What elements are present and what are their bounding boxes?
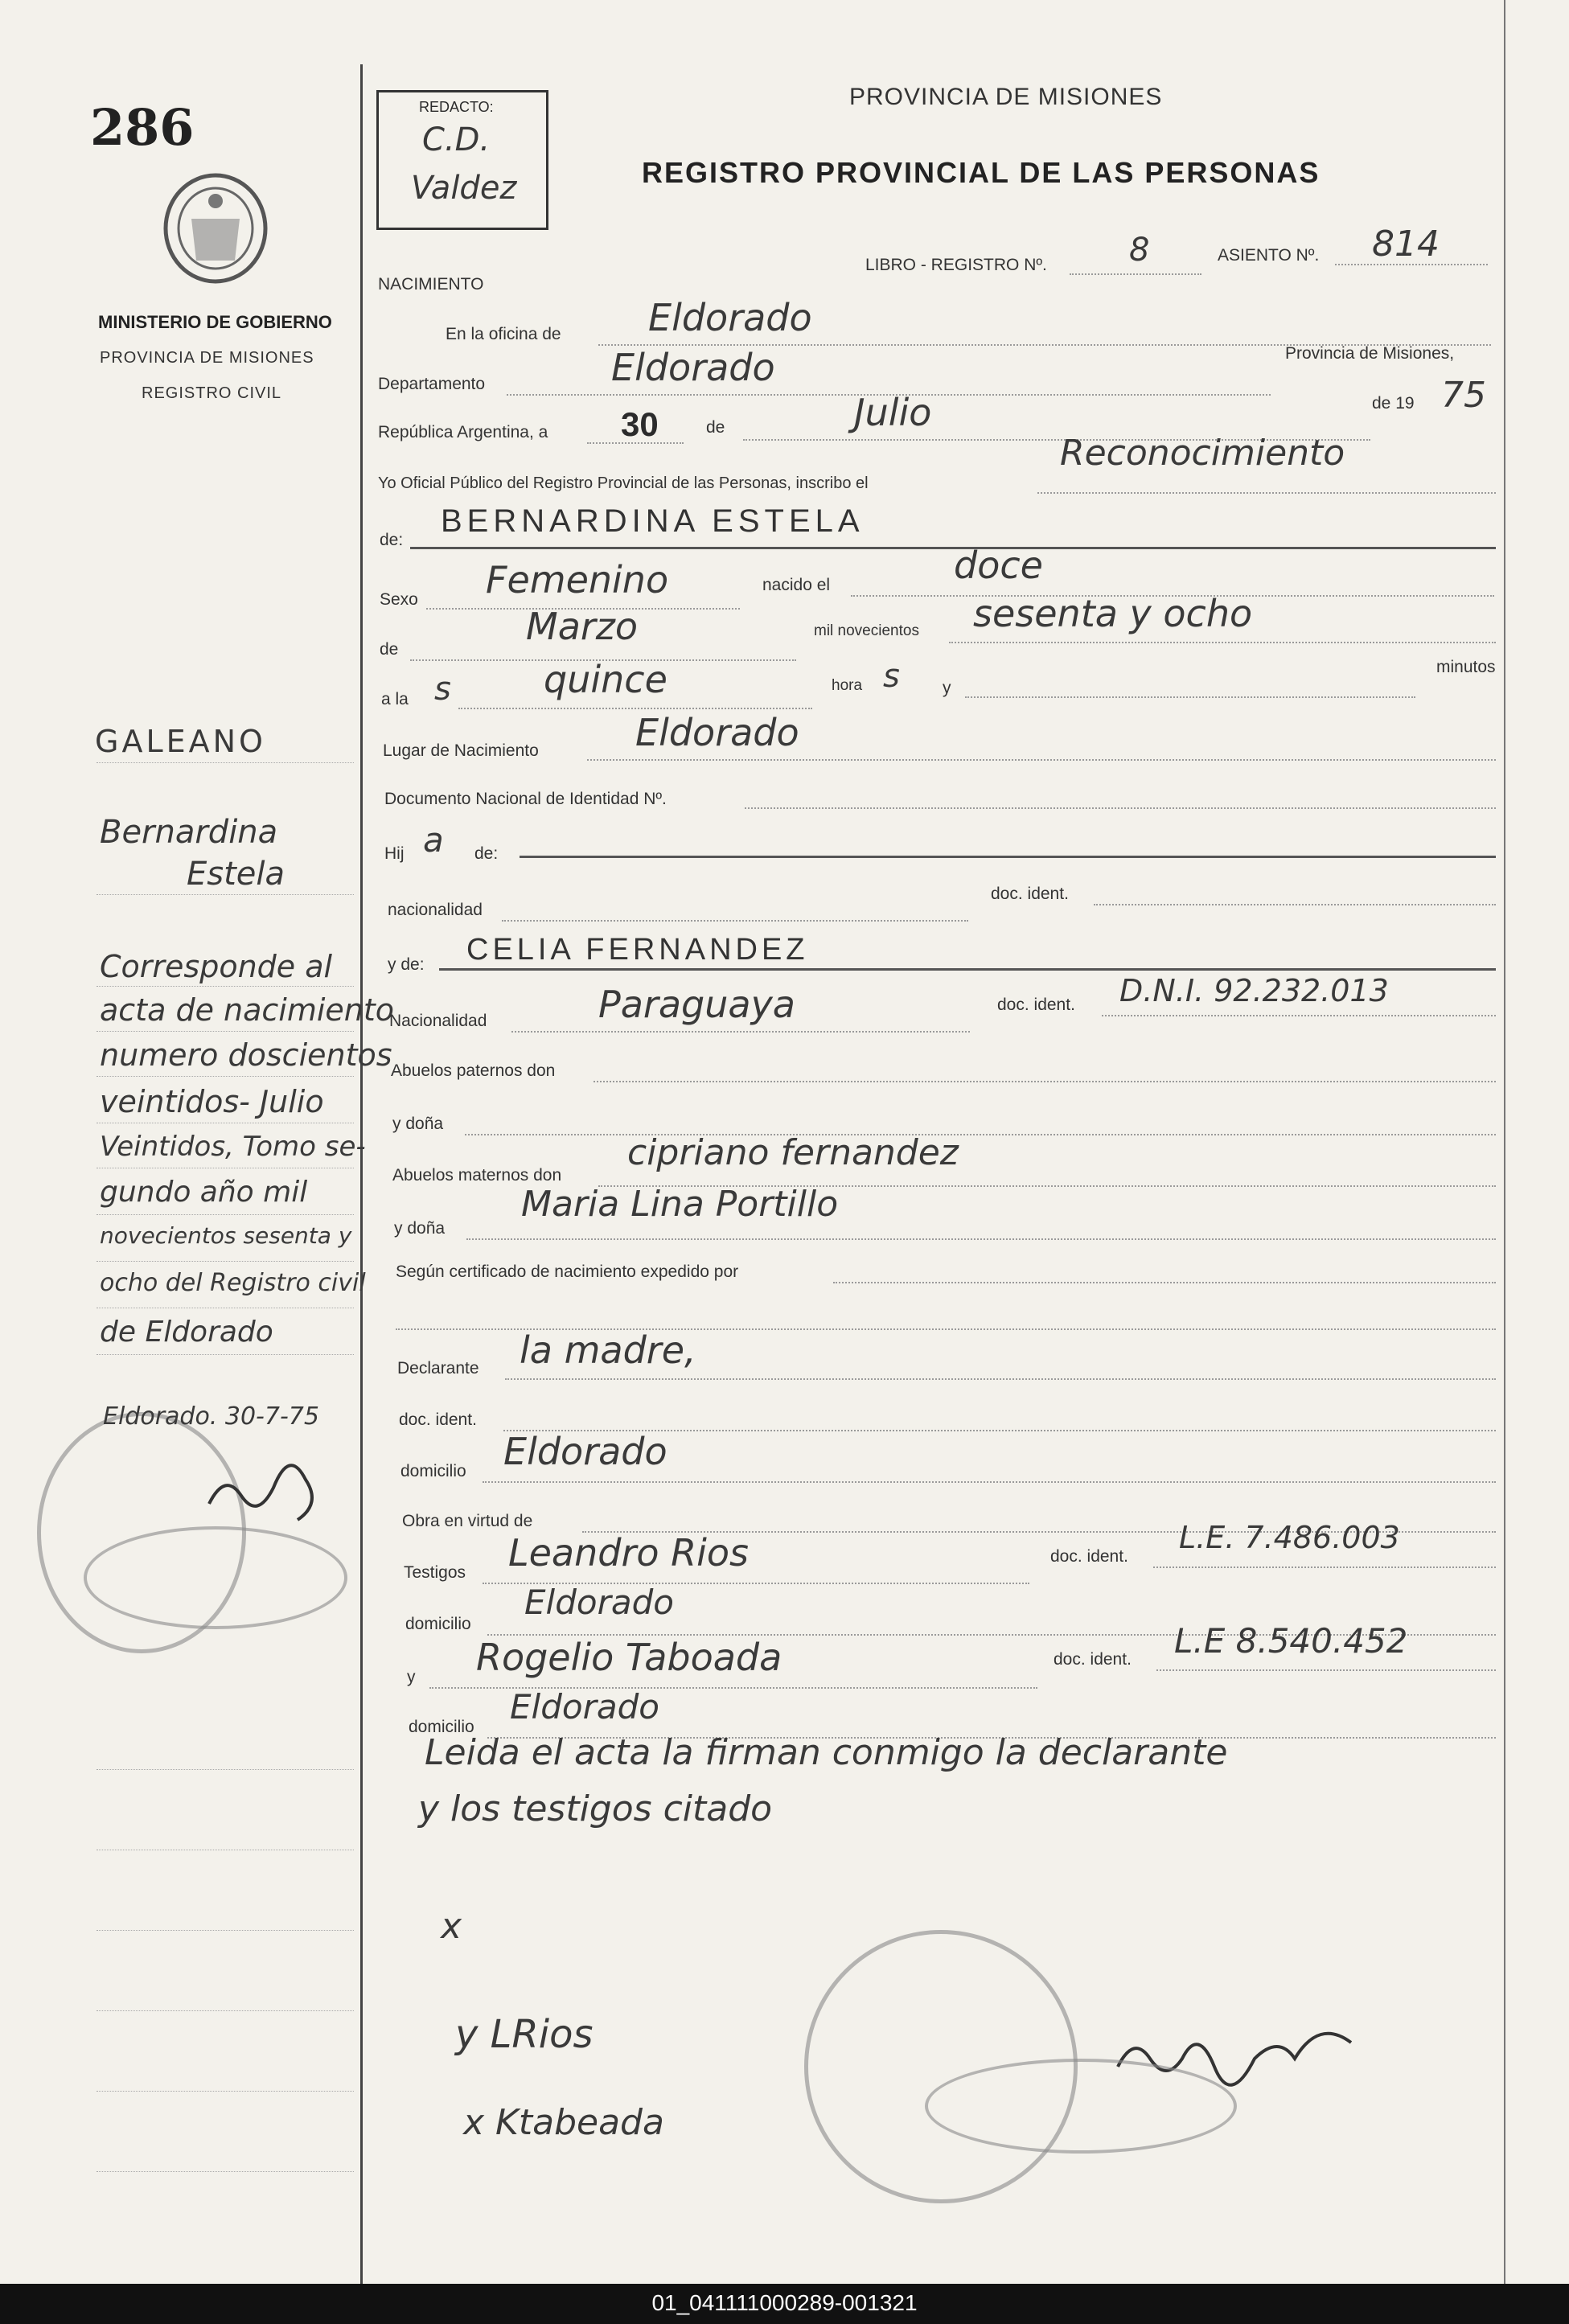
hij-de-label: de: (474, 844, 499, 863)
minutos-label: minutos (1436, 658, 1496, 676)
margin-rule-0 (97, 762, 354, 763)
margin-rule-11 (97, 1769, 354, 1770)
page-number: 286 (90, 98, 195, 157)
registry-stamp-left-inner (84, 1526, 347, 1629)
margin-note-line: acta de nacimiento (100, 992, 395, 1028)
declarante-rule (505, 1378, 1496, 1380)
margin-nombre-2: Estela (187, 856, 285, 893)
mes-value: Julio (854, 391, 932, 434)
doc-ident-label-2: doc. ident. (997, 996, 1075, 1014)
firma-taboada: x Ktabeada (463, 2102, 664, 2143)
domicilio2-label: domicilio (405, 1615, 471, 1633)
doc1-rule (1094, 904, 1496, 905)
madre-nacionalidad: Paraguaya (598, 983, 795, 1026)
nacionalidad2-label: Nacionalidad (389, 1012, 487, 1030)
certificado-rule (833, 1282, 1496, 1283)
firma-rios: y LRios (455, 2012, 594, 2057)
declarante-value: la madre, (520, 1328, 696, 1372)
y-label-testigo2: y (407, 1668, 416, 1686)
anio-value: 75 (1441, 375, 1486, 416)
nombre-rule (410, 547, 1496, 549)
abuelos-paternos-rule (594, 1081, 1496, 1082)
libro-value: 8 (1129, 232, 1150, 269)
firma-x: x (441, 1906, 462, 1947)
doc5-rule (1156, 1669, 1496, 1671)
fecha-label: República Argentina, a (378, 423, 548, 441)
provincia-label: Provincia de Misiones, (1285, 344, 1455, 363)
doc4-rule (1153, 1566, 1496, 1568)
nacionalidad-label: nacionalidad (388, 901, 483, 919)
header-province: PROVINCIA DE MISIONES (849, 84, 1163, 110)
mes-nac-value: Marzo (526, 605, 639, 648)
anio-nac-rule (949, 642, 1496, 643)
anio-nac-value: sesenta y ocho (973, 592, 1253, 635)
margin-note-line: numero doscientos (100, 1037, 392, 1073)
libro-rule (1070, 273, 1201, 275)
margin-rule-8 (97, 1261, 354, 1262)
madre-doc: D.N.I. 92.232.013 (1119, 973, 1389, 1008)
margin-note-line: novecientos sesenta y (100, 1222, 352, 1249)
domicilio-label: domicilio (400, 1462, 466, 1480)
doc-ident-label-5: doc. ident. (1054, 1650, 1132, 1669)
redacto-label: REDACTO: (419, 99, 494, 115)
y-label: y (943, 679, 951, 697)
registry-stamp-right-inner (925, 2059, 1237, 2154)
lugar-value: Eldorado (635, 711, 799, 754)
domicilio-rule (483, 1481, 1496, 1483)
de-label-2: de (380, 640, 399, 659)
departamento-value: Eldorado (611, 346, 775, 389)
abuelos-maternos-label: Abuelos maternos don (392, 1166, 562, 1185)
footer-code: 01_041111000289-001321 (651, 2290, 918, 2315)
anio-label: de 19 (1372, 394, 1415, 413)
domicilio3-label: domicilio (409, 1718, 474, 1736)
abuela-materna: Maria Lina Portillo (521, 1184, 839, 1225)
dona2-rule (466, 1238, 1496, 1240)
de-label-nombre: de: (380, 531, 404, 549)
inscripcion-rule (1037, 492, 1496, 494)
margin-rule-4 (97, 1076, 354, 1077)
testigo1-value: Leandro Rios (508, 1531, 749, 1575)
margin-signature-icon (201, 1439, 330, 1536)
coat-of-arms-icon (158, 170, 273, 291)
hora-valor: quince (544, 658, 667, 701)
margin-rule-2 (97, 986, 354, 987)
alas-label: a la (381, 690, 409, 708)
mil-label: mil novecientos (814, 622, 919, 639)
acta-type: NACIMIENTO (378, 275, 484, 294)
margin-note-line: gundo año mil (100, 1176, 308, 1209)
lugar-rule (587, 759, 1496, 761)
obra-label: Obra en virtud de (402, 1512, 533, 1530)
testigo2-domicilio: Eldorado (510, 1687, 659, 1727)
minutos-rule (965, 696, 1415, 698)
sexo-value: Femenino (486, 558, 669, 602)
certificado-label: Según certificado de nacimiento expedido por (396, 1263, 739, 1281)
oficina-label: En la oficina de (446, 325, 561, 343)
margin-rule-7 (97, 1214, 354, 1215)
margin-note-line: veintidos- Julio (100, 1084, 324, 1119)
margin-rule-1 (97, 894, 354, 895)
hora-suffix: s (883, 658, 900, 695)
nombre-value: BERNARDINA ESTELA (441, 503, 865, 539)
padre-rule (520, 856, 1496, 858)
testigo1-doc: L.E. 7.486.003 (1179, 1520, 1400, 1555)
margin-rule-3 (97, 1031, 354, 1032)
libro-label: LIBRO - REGISTRO Nº. (865, 256, 1047, 274)
y-dona-label-1: y doña (392, 1115, 444, 1133)
margin-note-line: Veintidos, Tomo se- (100, 1131, 366, 1163)
oficial-label: Yo Oficial Público del Registro Provincial de las Personas, inscribo el (378, 474, 869, 492)
redacto-name-line1: C.D. (422, 121, 491, 158)
oficina-value: Eldorado (648, 296, 812, 339)
margin-rule-14 (97, 2010, 354, 2011)
hora-valor-rule (458, 708, 812, 709)
hij-label: Hij (384, 844, 405, 863)
y-dona-label-2: y doña (394, 1219, 446, 1238)
doc-ident-label-4: doc. ident. (1050, 1547, 1128, 1566)
margin-rule-16 (97, 2171, 354, 2172)
redacto-box (376, 90, 548, 230)
hora-label: hora (832, 677, 863, 694)
right-border (1504, 0, 1505, 2284)
redacto-name-line2: Valdez (411, 170, 517, 207)
de-label-1: de (706, 418, 725, 437)
cierre-line-2: y los testigos citado (418, 1788, 773, 1829)
doc2-rule (1102, 1015, 1496, 1016)
ministry-label: MINISTERIO DE GOBIERNO (98, 312, 332, 332)
madre-value: CELIA FERNANDEZ (466, 933, 809, 967)
nacionalidad2-rule (511, 1031, 970, 1033)
province-label: PROVINCIA DE MISIONES (100, 349, 314, 367)
nacido-label: nacido el (762, 576, 831, 594)
dni-label: Documento Nacional de Identidad Nº. (384, 790, 667, 808)
lugar-label: Lugar de Nacimiento (383, 741, 539, 760)
abuelo-materno: cipriano fernandez (627, 1132, 959, 1173)
header-title: REGISTRO PROVINCIAL DE LAS PERSONAS (642, 156, 1321, 189)
nacionalidad-rule (502, 920, 968, 922)
cierre-line-1: Leida el acta la firman conmigo la declarante (425, 1732, 1228, 1773)
abuelos-paternos-label: Abuelos paternos don (391, 1061, 556, 1080)
testigos-label: Testigos (404, 1563, 466, 1582)
asiento-label: ASIENTO Nº. (1218, 246, 1320, 265)
margin-nombre-1: Bernardina (100, 814, 278, 851)
sexo-label: Sexo (380, 590, 418, 609)
dona1-rule (465, 1134, 1496, 1135)
doc-ident-label-1: doc. ident. (991, 885, 1069, 903)
margin-apellido: GALEANO (95, 724, 266, 759)
testigo1-domicilio: Eldorado (524, 1583, 674, 1622)
margin-rule-13 (97, 1930, 354, 1931)
testigo2-value: Rogelio Taboada (476, 1636, 782, 1679)
departamento-label: Departamento (378, 375, 486, 393)
footer-bar (0, 2284, 1569, 2324)
y-de-label: y de: (388, 955, 425, 974)
alas-suffix: s (434, 671, 451, 708)
doc-ident-label-3: doc. ident. (399, 1410, 477, 1429)
asiento-value: 814 (1372, 224, 1440, 265)
margin-note-line: ocho del Registro civil (100, 1269, 366, 1297)
margin-divider (360, 64, 363, 2284)
testigo2-doc: L.E 8.540.452 (1174, 1621, 1408, 1661)
domicilio-value: Eldorado (503, 1430, 667, 1473)
inscripcion-value: Reconocimiento (1060, 433, 1345, 474)
margin-note-line: Corresponde al (100, 949, 333, 984)
dia-nac-value: doce (954, 544, 1043, 587)
hij-suffix: a (423, 820, 444, 860)
margin-fecha: Eldorado. 30-7-75 (103, 1402, 319, 1431)
registry-label: REGISTRO CIVIL (142, 384, 282, 402)
margin-rule-15 (97, 2091, 354, 2092)
madre-rule (439, 968, 1496, 971)
margin-rule-10 (97, 1354, 354, 1355)
dni-rule (745, 807, 1496, 809)
dia-value: 30 (621, 405, 659, 443)
margin-note-line: de Eldorado (100, 1316, 273, 1349)
declarante-label: Declarante (397, 1359, 479, 1378)
